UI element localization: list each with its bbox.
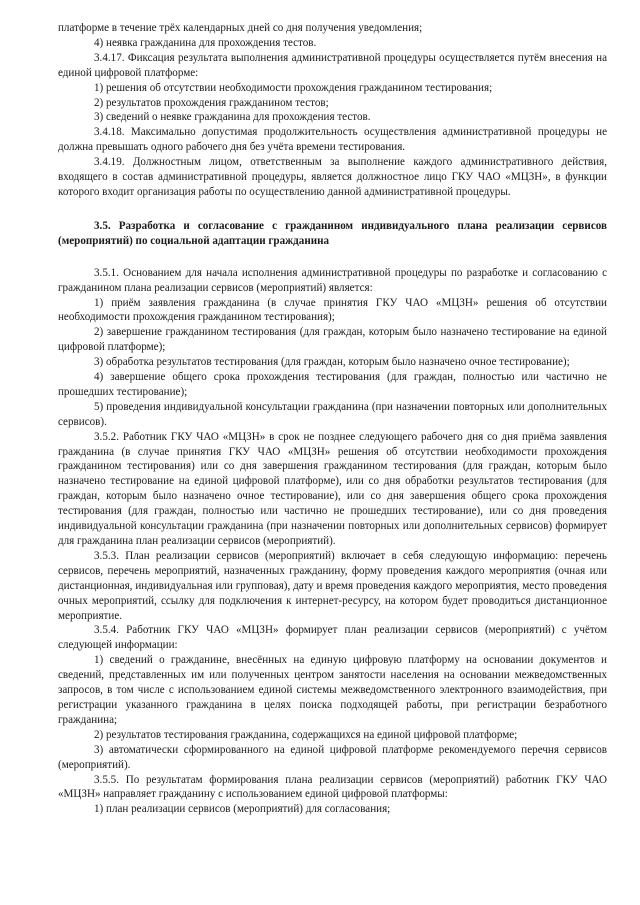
list-item: 3) автоматически сформированного на единой цифровой платформе рекомендуемого перечня сервисов (мероприятий). [58,743,607,771]
section-heading: 3.5. Разработка и согласование с гражданином индивидуального плана реализации сервисов (мероприятий) по социальной адаптации гражданина [58,219,607,247]
paragraph-3-4-18: 3.4.18. Максимально допустимая продолжительность осуществления административной процедуры не должна превышать одного рабочего дня без учёта времени тестирования. [58,126,607,154]
list-item: 4) завершение общего срока прохождения тестирования (для граждан, полностью или частично не прошедших тестирование); [58,371,607,398]
list-item: 2) результатов прохождения гражданином тестов; [94,96,329,109]
list-item: 4) неявка гражданина для прохождения тестов. [94,36,317,49]
list-item: 5) проведения индивидуальной консультации гражданина (при назначении повторных или дополнительных сервисов). [58,400,607,428]
list-item: 1) сведений о гражданине, внесённых на единую цифровую платформу на основании документов и сведений, представленных им или полученных центром занятости населения на основании межведомственных запросов, в том числе с использованием единой системы межведомственного электронного взаимодействия, при регистрации указанного гражданина в целях поиска подходящей работы, при регистрации безработного гражданина; [58,654,607,726]
paragraph-3-4-19: 3.4.19. Должностным лицом, ответственным за выполнение каждого административного действия, входящего в состав административной процедуры, является должностное лицо ГКУ ЧАО «МЦЗН», в функции которого входит организация работы по осуществлению данной административной процедуры. [58,156,607,198]
paragraph-continuation: платформе в течение трёх календарных дней со дня получения уведомления; [58,22,423,34]
list-item: 1) решения об отсутствии необходимости прохождения гражданином тестирования; [94,81,493,94]
paragraph-3-5-1: 3.5.1. Основанием для начала исполнения административной процедуры по разработке и согласованию с гражданином плана реализации сервисов (мероприятий) является: [58,266,607,294]
paragraph-3-5-4: 3.5.4. Работник ГКУ ЧАО «МЦЗН» формирует план реализации сервисов (мероприятий) с учётом следующей информации: [58,624,607,652]
list-item: 3) сведений о неявке гражданина для прохождения тестов. [94,111,371,124]
list-item: 1) приём заявления гражданина (в случае принятия ГКУ ЧАО «МЦЗН» решения об отсутствии необходимости прохождения гражданином тестирования); [58,296,607,324]
paragraph-3-5-5: 3.5.5. По результатам формирования плана реализации сервисов (мероприятий) работник ГКУ ЧАО «МЦЗН» направляет гражданину с использованием единой цифровой платформы: [58,773,607,801]
list-item: 3) обработка результатов тестирования (для граждан, которым было назначено очное тестирование); [94,356,570,369]
paragraph-3-4-17: 3.4.17. Фиксация результата выполнения административной процедуры осуществляется путём внесения на единой цифровой платформе: [58,51,607,79]
list-item: 1) план реализации сервисов (мероприятий) для согласования; [94,803,391,816]
list-item: 2) завершение гражданином тестирования (для граждан, которым было назначено тестирование на единой цифровой платформе); [58,326,607,354]
paragraph-3-5-3: 3.5.3. План реализации сервисов (мероприятий) включает в себя следующую информацию: перечень сервисов, перечень мероприятий, назначенных гражданину, форму проведения каждого мероприятия (очная или дистанционная, индивидуальная или групповая), дату и время проведения каждого мероприятия, место проведения очных мероприятий, ссылку для подключения к интернет-ресурсу, на котором будет проводиться дистанционное мероприятие. [58,549,607,622]
paragraph-3-5-2: 3.5.2. Работник ГКУ ЧАО «МЦЗН» в срок не позднее следующего рабочего дня со дня приёма заявления гражданина (в случае принятия ГКУ ЧАО «МЦЗН» решения об отсутствии необходимости прохождения гражданином тестирования) или со дня завершения гражданином тестирования (для граждан, которым было назначено тестирование на единой цифровой платформе), или со дня обработки результатов тестирования (для граждан, которым было назначено очное тестирование), или со дня завершения общего срока прохождения тестирования (для граждан, полностью или частично не прошедших тестирование), или со дня проведения индивидуальной консультации гражданина (при назначении повторных или дополнительных сервисов) формирует для гражданина план реализации сервисов (мероприятий). [58,430,607,547]
list-item: 2) результатов тестирования гражданина, содержащихся на единой цифровой платформе; [94,728,518,741]
